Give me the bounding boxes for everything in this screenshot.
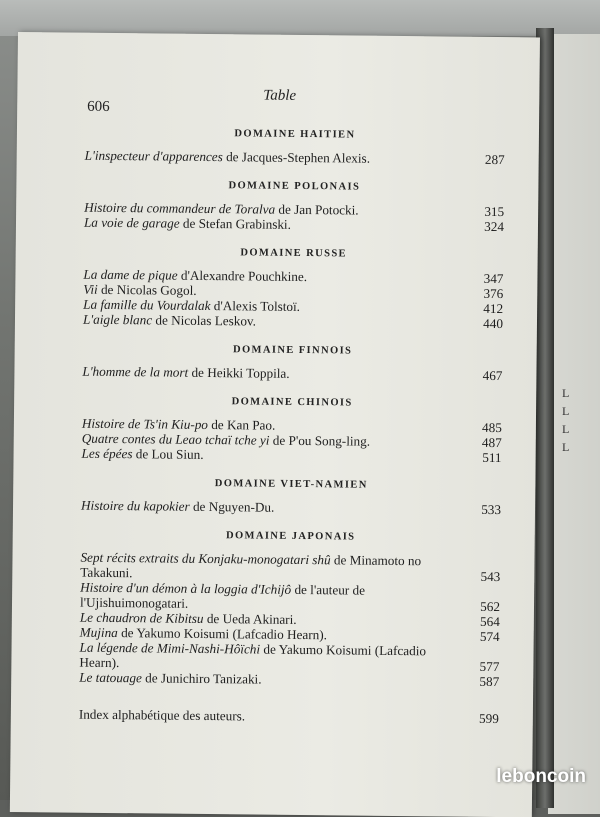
entry-page-number: 315 xyxy=(484,203,505,220)
entry-page-number: 347 xyxy=(483,270,504,287)
entry-page-number: 467 xyxy=(482,367,503,384)
facing-page-glyph: L xyxy=(562,422,570,436)
entry-author: de l'auteur de l'Ujishuimonogatari. xyxy=(79,581,366,611)
watermark-logo: leboncoin xyxy=(496,766,586,787)
entry-title: Les épées xyxy=(81,445,133,462)
entry-text xyxy=(79,640,473,674)
section-heading: DOMAINE HAITIEN xyxy=(234,128,356,141)
entry-page-number: 574 xyxy=(479,628,500,645)
entry-author: d'Alexandre Pouchkine. xyxy=(177,267,308,285)
entry-page-number: 324 xyxy=(484,218,505,235)
entry-author: de Junichiro Tanizaki. xyxy=(141,670,262,687)
entry-text xyxy=(83,312,477,331)
page-number: 606 xyxy=(87,98,110,115)
toc-section xyxy=(82,341,502,383)
section-heading: DOMAINE CHINOIS xyxy=(231,396,353,409)
facing-page-glyph: L xyxy=(562,386,570,400)
section-heading: DOMAINE RUSSE xyxy=(240,247,348,260)
entry-author: de Nicolas Leskov. xyxy=(152,312,257,329)
toc-section xyxy=(84,177,505,234)
toc-section xyxy=(83,244,504,331)
facing-page xyxy=(548,34,600,814)
entry-author: de Nicolas Gogol. xyxy=(97,281,197,298)
entry-author: de Yakumo Koisumi (Lafcadio Hearn). xyxy=(79,641,427,671)
table-of-contents xyxy=(79,125,505,726)
running-title: Table xyxy=(263,87,297,104)
toc-entry xyxy=(84,215,504,234)
entry-title: La famille du Vourdalak xyxy=(83,296,211,314)
section-heading: DOMAINE POLONAIS xyxy=(228,180,361,193)
entry-page-number: 287 xyxy=(484,151,505,168)
entry-page-number: 440 xyxy=(483,315,504,332)
entry-text xyxy=(80,550,474,584)
entry-text xyxy=(85,148,479,167)
entry-page-number: 485 xyxy=(482,419,502,436)
entry-title: La voie de garage xyxy=(83,214,180,231)
entry-title: Histoire du commandeur de Toralva xyxy=(84,199,276,217)
entry-title: L'homme de la mort xyxy=(82,363,189,380)
entry-text xyxy=(81,498,475,517)
index-page-number: 599 xyxy=(478,710,499,727)
entry-title: La dame de pique xyxy=(83,266,178,283)
section-heading: DOMAINE VIET-NAMIEN xyxy=(214,478,368,491)
entry-title: Le chaudron de Kibitsu xyxy=(79,609,204,626)
entry-page-number: 412 xyxy=(483,300,504,317)
entry-author: de P'ou Song-ling. xyxy=(269,432,371,449)
entry-text xyxy=(82,446,476,465)
entry-title: L'aigle blanc xyxy=(82,311,153,328)
entry-title: Sept récits extraits du Konjaku-monogatari shû xyxy=(80,549,331,568)
entry-author: de Heikki Toppila. xyxy=(188,364,290,381)
toc-section xyxy=(79,527,501,689)
entry-title: Le tatouage xyxy=(79,669,142,686)
toc-section xyxy=(82,393,503,465)
entry-text xyxy=(80,580,474,614)
entry-author: de Yakumo Koisumi (Lafcadio Hearn). xyxy=(117,625,328,643)
entry-text xyxy=(79,670,473,689)
index-entry xyxy=(79,707,499,726)
background-band xyxy=(0,0,600,36)
book-page xyxy=(10,32,540,817)
toc-section xyxy=(85,125,505,167)
entry-author: d'Alexis Tolstoï. xyxy=(210,298,301,314)
entry-text xyxy=(84,215,478,234)
entry-page-number: 562 xyxy=(480,598,501,615)
entry-page-number: 487 xyxy=(481,434,502,451)
entry-page-number: 376 xyxy=(483,285,504,302)
facing-page-glyph: L xyxy=(562,440,570,454)
toc-section xyxy=(81,475,501,517)
entry-title: Histoire du kapokier xyxy=(80,497,190,514)
entry-title: Quatre contes du Leao tchaï tche yi xyxy=(81,430,270,448)
entry-author: de Kan Pao. xyxy=(207,417,276,433)
facing-page-glyph: L xyxy=(562,404,570,418)
entry-title: Histoire de Ts'in Kiu-po xyxy=(81,415,209,433)
entry-page-number: 511 xyxy=(482,449,502,466)
entry-title: Vii xyxy=(83,281,98,297)
toc-entry xyxy=(83,312,503,331)
entry-page-number: 533 xyxy=(481,501,502,518)
entry-author: de Jan Potocki. xyxy=(275,201,359,218)
entry-author: de Ueda Akinari. xyxy=(203,610,297,627)
entry-author: de Jacques-Stephen Alexis. xyxy=(222,149,371,166)
entry-author: de Minamoto no Takakuni. xyxy=(80,552,422,581)
entry-author: de Lou Siun. xyxy=(132,446,204,462)
entry-page-number: 577 xyxy=(479,658,500,675)
toc-entry xyxy=(82,364,502,383)
toc-entry xyxy=(81,498,501,517)
entry-author: de Stefan Grabinski. xyxy=(179,215,292,232)
section-heading: DOMAINE JAPONAIS xyxy=(225,530,356,543)
entry-page-number: 543 xyxy=(480,568,501,585)
toc-entry xyxy=(79,640,499,674)
index-label: Index alphabétique des auteurs. xyxy=(78,706,246,724)
entry-title: Histoire d'un démon à la loggia d'Ichijô xyxy=(80,579,292,597)
entry-page-number: 564 xyxy=(479,613,500,630)
section-heading: DOMAINE FINNOIS xyxy=(232,344,353,357)
toc-entry xyxy=(80,550,500,584)
entry-title: La légende de Mimi-Nashi-Hôïchi xyxy=(79,639,261,657)
entry-title: L'inspecteur d'apparences xyxy=(84,147,223,165)
entry-text xyxy=(82,364,476,383)
entry-author: de Nguyen-Du. xyxy=(189,498,275,515)
toc-entry xyxy=(79,670,499,689)
entry-page-number: 587 xyxy=(479,673,500,690)
toc-entry xyxy=(82,446,502,465)
entry-title: Mujina xyxy=(79,624,118,641)
toc-entry xyxy=(85,148,505,167)
toc-entry xyxy=(80,580,500,614)
